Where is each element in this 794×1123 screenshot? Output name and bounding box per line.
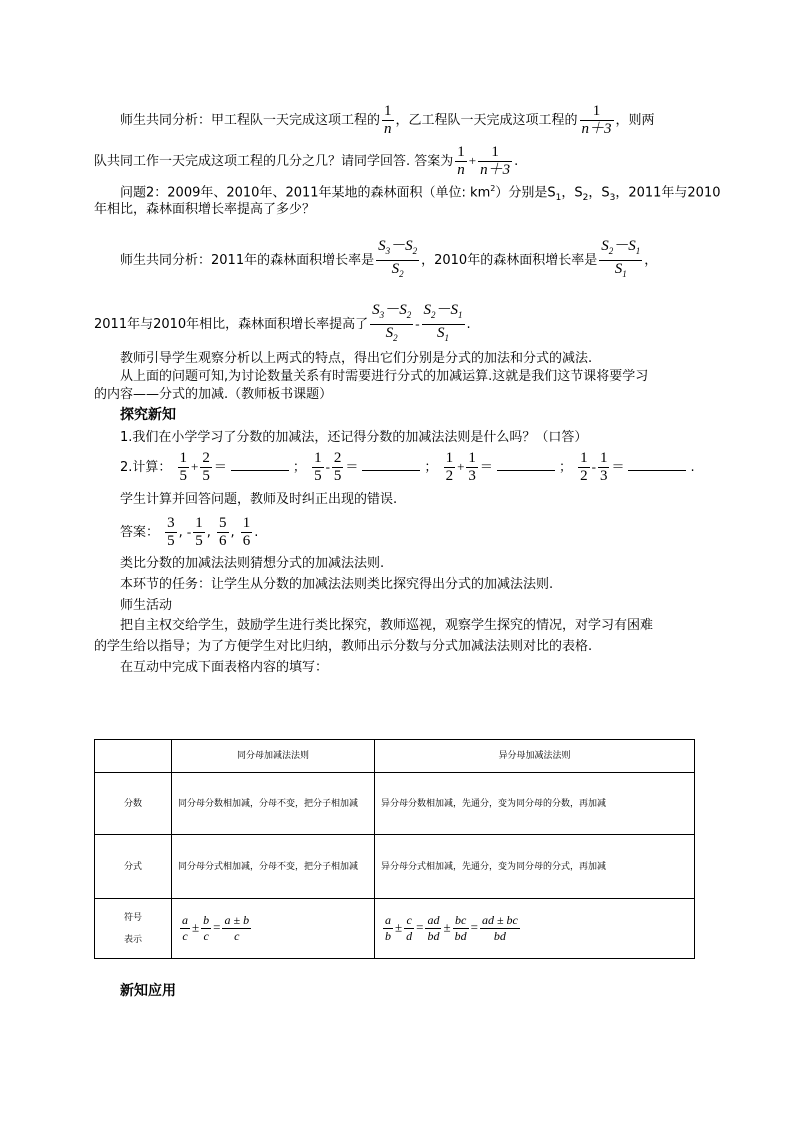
- answer-blank-4[interactable]: [628, 458, 686, 471]
- answers-line: 答案： $\frac{3}{5}$ , - $\frac{1}{5}$ , $\frac{5}{6}$ , $\frac{1}{6}$ .: [120, 515, 259, 549]
- table-corner: [95, 740, 172, 773]
- fraction-diff-a: $\frac{S_3-S_2}{S_2}$: [372, 302, 412, 343]
- paragraph-task: 本环节的任务：让学生从分数的加减法法则类比探究得出分式的加减法法则.: [120, 577, 554, 592]
- fraction-s3-s2-over-s2: $\frac{S_3-S_2}{S_2}$: [378, 238, 418, 279]
- growth-analysis-line-1: 师生共同分析：2011年的森林面积增长率是 $\frac{S_3-S_2}{S_2}$ ，2010年的森林面积增长率是 $\frac{S_2-S_1}{S_1}$ ，: [120, 238, 657, 283]
- paragraph-intro-1: 从上面的问题可知,为讨论数量关系有时需要进行分式的加减运算.这就是我们这节课将要学习: [120, 369, 649, 384]
- fraction-answer-a: $\frac{1}{n}$: [457, 144, 465, 178]
- frac-1-2: $\frac{1}{2}$: [445, 450, 454, 484]
- answer-blank-2[interactable]: [362, 458, 420, 471]
- notation-diff-formula: $\frac{a}{b}$ ± $\frac{c}{d}$ = $\frac{ad}{bd}$ ± $\frac{bc}{bd}$ = $\frac{ad \pm bc}{bd}$: [375, 899, 695, 959]
- fraction-s2-s1-over-s1: $\frac{S_2-S_1}{S_1}$: [601, 238, 641, 279]
- frac-1-5: $\frac{1}{5}$: [179, 450, 188, 484]
- paragraph-analogy: 类比分数的加减法法则猜想分式的加减法法则.: [120, 556, 385, 571]
- question-2-line-2: 年相比，森林面积增长率提高了多少？: [94, 202, 316, 217]
- calculation-line: 2.计算： $\frac{1}{5}$ + $\frac{2}{5}$ ＝ ； $\frac{1}{5}$ - $\frac{2}{5}$ ＝ ； $\frac{1}{2}$ + $\frac{1}{3}$ ＝ ； $\frac{1}{2}$ - $\frac{1}{3}$ ＝ .: [120, 450, 695, 484]
- frac-1-3: $\frac{1}{3}$: [468, 450, 476, 484]
- heading-application: 新知应用: [120, 983, 176, 999]
- ans-3-5: $\frac{3}{5}$: [167, 515, 175, 549]
- frac-2-5: $\frac{2}{5}$: [202, 450, 210, 484]
- frac-1-5b: $\frac{1}{5}$: [314, 450, 322, 484]
- paragraph-activity-title: 师生活动: [120, 598, 173, 613]
- frac-1-3b: $\frac{1}{3}$: [599, 450, 608, 484]
- frac-1-2b: $\frac{1}{2}$: [580, 450, 588, 484]
- ans-1-5: $\frac{1}{5}$: [195, 515, 203, 549]
- comparison-table: [94, 739, 695, 959]
- question-2-line-1: 问题2：2009年、2010年、2011年某地的森林面积（单位: $km^2$）分别是$S_1$，$S_2$，$S_3$，2011年与2010: [120, 184, 721, 203]
- heading-explore: 探究新知: [120, 407, 176, 423]
- analysis-line-1: 师生共同分析：甲工程队一天完成这项工程的 $\frac{1}{n}$ ，乙工程队一天完成这项工程的 $\frac{1}{n+3}$ ，则两: [120, 103, 655, 137]
- frac-2-5b: $\frac{2}{5}$: [333, 450, 342, 484]
- row-label-notation: 符号 表示: [95, 899, 172, 959]
- fraction-1-over-n-plus-3: $\frac{1}{n+3}$: [581, 103, 612, 137]
- fraction-diff-b: $\frac{S_2-S_1}{S_1}$: [423, 302, 463, 343]
- answer-blank-1[interactable]: [231, 458, 289, 471]
- ans-5-6: $\frac{5}{6}$: [219, 515, 227, 549]
- paragraph-intro-2: 的内容——分式的加减.（教师板书课题）: [94, 387, 333, 402]
- cell-algebraic-same: 同分母分式相加减，分母不变，把分子相加减: [172, 835, 375, 899]
- question-fraction-rules: 1.我们在小学学习了分数的加减法，还记得分数的加减法法则是什么吗？（口答）: [120, 430, 588, 445]
- answer-blank-3[interactable]: [497, 458, 555, 471]
- row-label-algebraic: 分式: [95, 835, 172, 899]
- header-diff-denominator: 异分母加减法法则: [375, 740, 695, 773]
- growth-analysis-line-2: 2011年与2010年相比，森林面积增长率提高了 $\frac{S_3-S_2}{S_2}$ - $\frac{S_2-S_1}{S_1}$ .: [94, 302, 471, 347]
- row-label-fraction: 分数: [95, 773, 172, 835]
- ans-1-6: $\frac{1}{6}$: [242, 515, 251, 549]
- paragraph-activity-1: 把自主权交给学生，鼓励学生进行类比探究，教师巡视，观察学生探究的情况，对学习有困难: [120, 618, 654, 633]
- notation-same-formula: $\frac{a}{c}$ ± $\frac{b}{c}$ = $\frac{a \pm b}{c}$: [172, 899, 375, 959]
- paragraph-fill-table: 在互动中完成下面表格内容的填写：: [120, 660, 329, 675]
- cell-fraction-same: 同分母分数相加减，分母不变，把分子相加减: [172, 773, 375, 835]
- analysis-line-2: 队共同工作一天完成这项工程的几分之几？请同学回答. 答案为 $\frac{1}{n}$ + $\frac{1}{n+3}$ .: [94, 144, 519, 178]
- fraction-answer-b: $\frac{1}{n+3}$: [480, 144, 511, 178]
- cell-fraction-diff: 异分母分数相加减，先通分，变为同分母的分数，再加减: [375, 773, 695, 835]
- cell-algebraic-diff: 异分母分式相加减，先通分，变为同分母的分式，再加减: [375, 835, 695, 899]
- paragraph-observe: 教师引导学生观察分析以上两式的特点，得出它们分别是分式的加法和分式的减法.: [120, 351, 593, 366]
- paragraph-activity-2: 的学生给以指导；为了方便学生对比归纳，教师出示分数与分式加减法法则对比的表格.: [94, 639, 593, 654]
- fraction-1-over-n: $\frac{1}{n}$: [384, 103, 392, 137]
- paragraph-correct: 学生计算并回答问题，教师及时纠正出现的错误.: [120, 492, 398, 507]
- header-same-denominator: 同分母加减法法则: [172, 740, 375, 773]
